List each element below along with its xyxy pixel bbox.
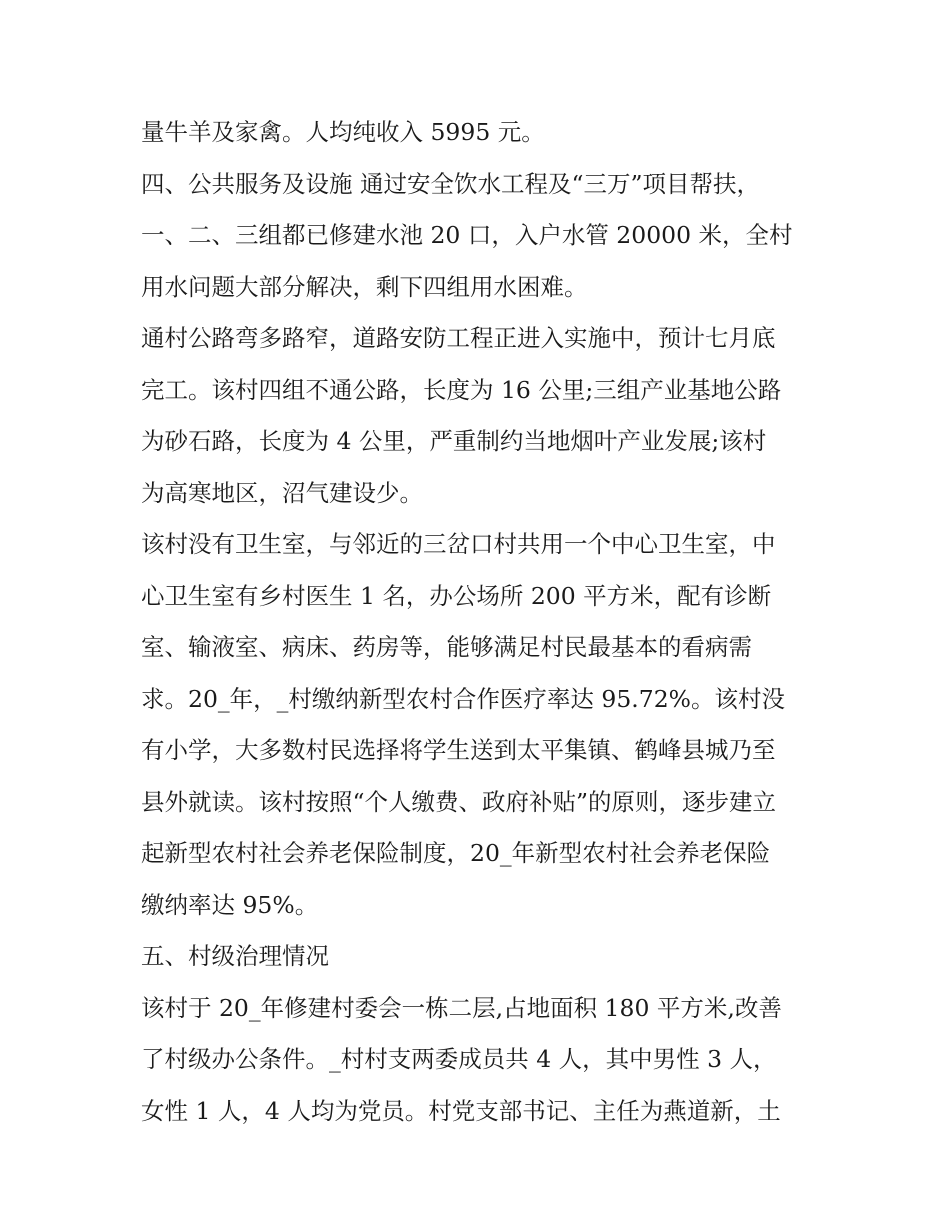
- text-line: 室、输液室、病床、药房等，能够满足村民最基本的看病需: [141, 633, 752, 661]
- section-heading: 五、村级治理情况: [141, 942, 329, 970]
- text-line: 起新型农村社会养老保险制度，20_年新型农村社会养老保险: [141, 839, 771, 867]
- text-line: 该村于 20_年修建村委会一栋二层,占地面积 180 平方米,改善: [141, 993, 782, 1022]
- text-line: 县外就读。该村按照“个人缴费、政府补贴”的原则，逐步建立: [141, 787, 777, 816]
- text-line: 四、公共服务及设施 通过安全饮水工程及“三万”项目帮扶，: [141, 169, 760, 198]
- text-line: 心卫生室有乡村医生 1 名，办公场所 200 平方米，配有诊断: [141, 581, 772, 610]
- text-line: 有小学，大多数村民选择将学生送到太平集镇、鹤峰县城乃至: [141, 736, 776, 764]
- text-line: 女性 1 人，4 人均为党员。村党支部书记、主任为燕道新，土: [141, 1096, 781, 1125]
- text-line: 一、二、三组都已修建水池 20 口，入户水管 20000 米，全村: [141, 221, 793, 249]
- text-line: 该村没有卫生室，与邻近的三岔口村共用一个中心卫生室，中: [141, 530, 776, 558]
- text-line: 为高寒地区，沼气建设少。: [141, 478, 423, 507]
- text-line: 量牛羊及家禽。人均纯收入 5995 元。: [141, 118, 545, 146]
- document-body-text: [141, 107, 821, 1137]
- text-line: 为砂石路，长度为 4 公里，严重制约当地烟叶产业发展;该村: [141, 427, 767, 455]
- text-line: 通村公路弯多路窄，道路安防工程正进入实施中，预计七月底: [141, 324, 776, 352]
- text-line: 用水问题大部分解决，剩下四组用水困难。: [141, 272, 588, 301]
- text-line: 求。20_年，_村缴纳新型农村合作医疗率达 95.72%。该村没: [141, 684, 785, 713]
- text-line: 缴纳率达 95%。: [141, 890, 319, 919]
- text-line: 完工。该村四组不通公路，长度为 16 公里;三组产业基地公路: [141, 375, 782, 404]
- text-line: 了村级办公条件。_村村支两委成员共 4 人，其中男性 3 人，: [141, 1045, 777, 1073]
